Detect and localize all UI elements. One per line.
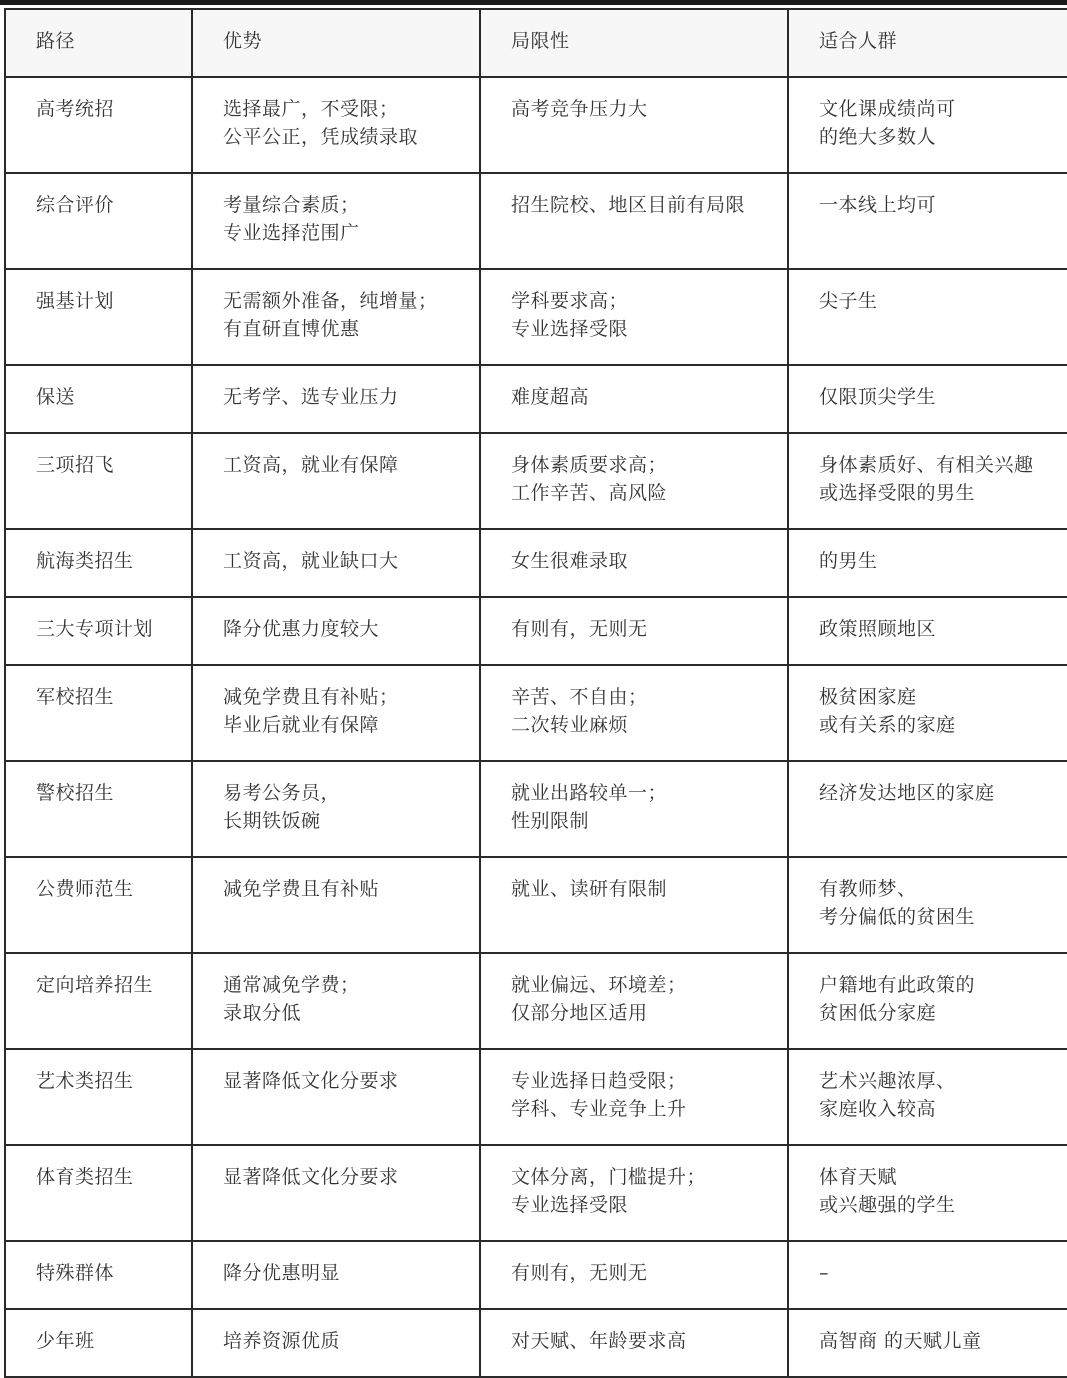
cell-suitable: 经济发达地区的家庭 (788, 761, 1067, 857)
cell-limitation: 女生很难录取 (480, 529, 788, 597)
cell-limitation: 学科要求高； 专业选择受限 (480, 269, 788, 365)
cell-limitation: 就业出路较单一； 性别限制 (480, 761, 788, 857)
cell-suitable: – (788, 1241, 1067, 1309)
cell-path: 军校招生 (5, 665, 192, 761)
table-row (5, 1241, 1067, 1309)
cell-path: 少年班 (5, 1309, 192, 1377)
table-row (5, 365, 1067, 433)
table-row (5, 1145, 1067, 1241)
cell-limitation: 高考竞争压力大 (480, 77, 788, 173)
table-row (5, 857, 1067, 953)
cell-advantage: 培养资源优质 (192, 1309, 480, 1377)
cell-suitable: 文化课成绩尚可 的绝大多数人 (788, 77, 1067, 173)
cell-advantage: 易考公务员， 长期铁饭碗 (192, 761, 480, 857)
cell-limitation: 身体素质要求高； 工作辛苦、高风险 (480, 433, 788, 529)
cell-advantage: 降分优惠明显 (192, 1241, 480, 1309)
cell-limitation: 就业、读研有限制 (480, 857, 788, 953)
top-edge-bar (0, 0, 1067, 5)
header-path: 路径 (5, 9, 192, 77)
cell-limitation: 有则有，无则无 (480, 597, 788, 665)
cell-advantage: 减免学费且有补贴； 毕业后就业有保障 (192, 665, 480, 761)
table-row (5, 433, 1067, 529)
cell-limitation: 文体分离，门槛提升； 专业选择受限 (480, 1145, 788, 1241)
table-row (5, 269, 1067, 365)
table-row (5, 173, 1067, 269)
cell-path: 强基计划 (5, 269, 192, 365)
cell-advantage: 选择最广，不受限； 公平公正，凭成绩录取 (192, 77, 480, 173)
cell-suitable: 尖子生 (788, 269, 1067, 365)
table-row (5, 529, 1067, 597)
table-row (5, 1049, 1067, 1145)
cell-limitation: 有则有，无则无 (480, 1241, 788, 1309)
cell-advantage: 无考学、选专业压力 (192, 365, 480, 433)
cell-limitation: 难度超高 (480, 365, 788, 433)
header-row (5, 9, 1067, 77)
cell-suitable: 的男生 (788, 529, 1067, 597)
cell-path: 特殊群体 (5, 1241, 192, 1309)
cell-suitable: 有教师梦、 考分偏低的贫困生 (788, 857, 1067, 953)
header-suitable: 适合人群 (788, 9, 1067, 77)
cell-advantage: 通常减免学费； 录取分低 (192, 953, 480, 1049)
cell-path: 三项招飞 (5, 433, 192, 529)
cell-path: 艺术类招生 (5, 1049, 192, 1145)
table-row (5, 761, 1067, 857)
cell-suitable: 体育天赋 或兴趣强的学生 (788, 1145, 1067, 1241)
cell-path: 航海类招生 (5, 529, 192, 597)
header-limitation: 局限性 (480, 9, 788, 77)
cell-advantage: 无需额外准备，纯增量； 有直研直博优惠 (192, 269, 480, 365)
header-advantage: 优势 (192, 9, 480, 77)
cell-advantage: 显著降低文化分要求 (192, 1049, 480, 1145)
cell-path: 综合评价 (5, 173, 192, 269)
cell-advantage: 显著降低文化分要求 (192, 1145, 480, 1241)
cell-advantage: 工资高，就业缺口大 (192, 529, 480, 597)
table-row (5, 665, 1067, 761)
cell-path: 保送 (5, 365, 192, 433)
cell-limitation: 就业偏远、环境差； 仅部分地区适用 (480, 953, 788, 1049)
cell-advantage: 工资高，就业有保障 (192, 433, 480, 529)
cell-advantage: 考量综合素质； 专业选择范围广 (192, 173, 480, 269)
cell-suitable: 仅限顶尖学生 (788, 365, 1067, 433)
cell-path: 体育类招生 (5, 1145, 192, 1241)
cell-path: 三大专项计划 (5, 597, 192, 665)
table-row (5, 1309, 1067, 1377)
cell-suitable: 身体素质好、有相关兴趣 或选择受限的男生 (788, 433, 1067, 529)
table-row (5, 597, 1067, 665)
cell-path: 警校招生 (5, 761, 192, 857)
cell-path: 公费师范生 (5, 857, 192, 953)
cell-suitable: 艺术兴趣浓厚、 家庭收入较高 (788, 1049, 1067, 1145)
cell-path: 定向培养招生 (5, 953, 192, 1049)
admission-paths-table (4, 8, 1067, 1378)
cell-suitable: 一本线上均可 (788, 173, 1067, 269)
cell-suitable: 极贫困家庭 或有关系的家庭 (788, 665, 1067, 761)
table-row (5, 77, 1067, 173)
cell-limitation: 专业选择日趋受限； 学科、专业竞争上升 (480, 1049, 788, 1145)
table-row (5, 953, 1067, 1049)
cell-limitation: 对天赋、年龄要求高 (480, 1309, 788, 1377)
cell-suitable: 高智商 的天赋儿童 (788, 1309, 1067, 1377)
cell-limitation: 辛苦、不自由； 二次转业麻烦 (480, 665, 788, 761)
cell-limitation: 招生院校、地区目前有局限 (480, 173, 788, 269)
cell-suitable: 户籍地有此政策的 贫困低分家庭 (788, 953, 1067, 1049)
cell-advantage: 降分优惠力度较大 (192, 597, 480, 665)
cell-path: 高考统招 (5, 77, 192, 173)
cell-suitable: 政策照顾地区 (788, 597, 1067, 665)
cell-advantage: 减免学费且有补贴 (192, 857, 480, 953)
